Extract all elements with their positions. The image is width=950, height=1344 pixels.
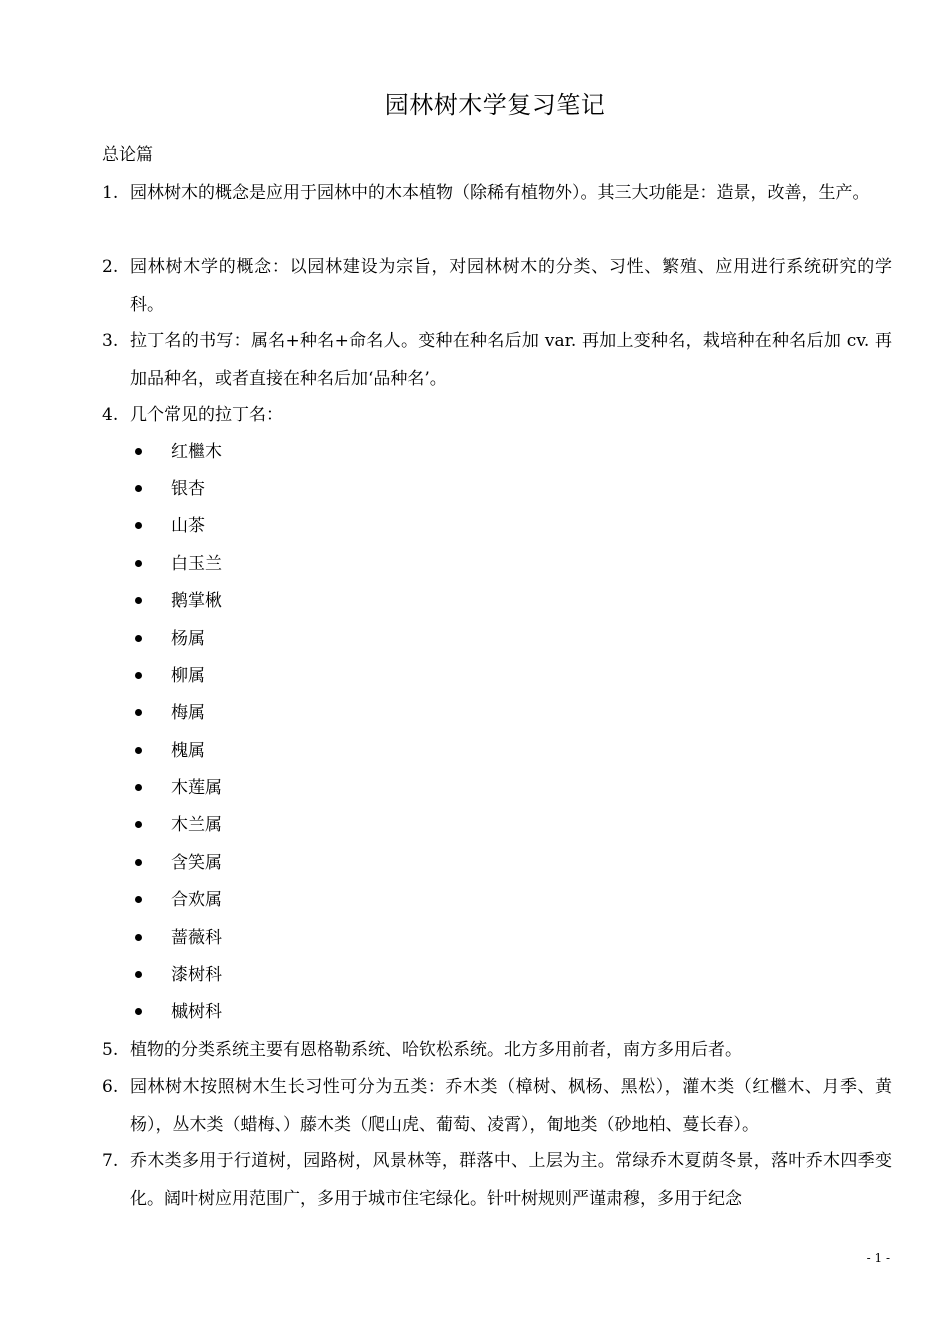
item-text: 几个常见的拉丁名：: [130, 405, 283, 425]
item-number: 1.: [102, 183, 119, 203]
item-number: 3.: [102, 331, 119, 351]
bullet-text: 梅属: [171, 703, 205, 723]
list-item-1: [102, 175, 892, 213]
bullet-text: 漆树科: [171, 965, 222, 985]
list-item-2: [102, 249, 892, 324]
bullet-dot-icon: [135, 784, 142, 791]
bullet-dot-icon: [135, 448, 142, 455]
bullet-dot-icon: [135, 821, 142, 828]
bullet-text: 山茶: [171, 516, 205, 536]
item-text: 园林树木学的概念：以园林建设为宗旨，对园林树木的分类、习性、繁殖、应用进行系统研究的学科。: [130, 257, 892, 315]
bullet-dot-icon: [135, 485, 142, 492]
bullet-dot-icon: [135, 560, 142, 567]
list-item-5: [102, 1032, 892, 1070]
bullet-text: 银杏: [171, 479, 205, 499]
bullet-text: 含笑属: [171, 853, 222, 873]
item-number: 7.: [102, 1151, 119, 1171]
bullet-dot-icon: [135, 1008, 142, 1015]
bullet-dot-icon: [135, 859, 142, 866]
bullet-text: 杨属: [171, 629, 205, 649]
item-number: 6.: [102, 1077, 119, 1097]
list-item-6: [102, 1069, 892, 1144]
bullet-dot-icon: [135, 747, 142, 754]
section-heading: 总论篇: [102, 145, 153, 165]
item-number: 4.: [102, 405, 119, 425]
bullet-text: 红檵木: [171, 442, 222, 462]
list-item-3: [102, 323, 892, 398]
item-text: 园林树木按照树木生长习性可分为五类：乔木类（樟树、枫杨、黑松），灌木类（红檵木、月季、黄杨），丛木类（蜡梅、）藤木类（爬山虎、葡萄、凌霄），匍地类（砂地柏、蔓长春）。: [130, 1077, 892, 1135]
list-item-7: [102, 1143, 892, 1218]
item-number: 5.: [102, 1040, 119, 1060]
bullet-dot-icon: [135, 971, 142, 978]
bullet-dot-icon: [135, 896, 142, 903]
bullet-dot-icon: [135, 709, 142, 716]
bullet-dot-icon: [135, 597, 142, 604]
bullet-text: 合欢属: [171, 890, 222, 910]
bullet-dot-icon: [135, 635, 142, 642]
item-number: 2.: [102, 257, 119, 277]
item-text: 园林树木的概念是应用于园林中的木本植物（除稀有植物外）。其三大功能是：造景，改善，生产。: [130, 183, 870, 203]
bullet-text: 柳属: [171, 666, 205, 686]
bullet-dot-icon: [135, 934, 142, 941]
bullet-text: 槭树科: [171, 1002, 222, 1022]
page-number: - 1 -: [866, 1251, 890, 1265]
bullet-text: 鹅掌楸: [171, 591, 222, 611]
bullet-text: 木莲属: [171, 778, 222, 798]
bullet-text: 槐属: [171, 741, 205, 761]
bullet-dot-icon: [135, 672, 142, 679]
bullet-text: 蔷薇科: [171, 928, 222, 948]
page-title: 园林树木学复习笔记: [384, 91, 606, 119]
item-text: 乔木类多用于行道树，园路树，风景林等，群落中、上层为主。常绿乔木夏荫冬景，落叶乔木四季变化。阔叶树应用范围广，多用于城市住宅绿化。针叶树规则严谨肃穆，多用于纪念: [130, 1151, 892, 1209]
list-item-4: [102, 397, 892, 435]
bullet-text: 木兰属: [171, 815, 222, 835]
bullet-text: 白玉兰: [171, 554, 222, 574]
bullet-dot-icon: [135, 522, 142, 529]
item-text: 植物的分类系统主要有恩格勒系统、哈钦松系统。北方多用前者，南方多用后者。: [130, 1040, 742, 1060]
item-text: 拉丁名的书写：属名+种名+命名人。变种在种名后加 var. 再加上变种名，栽培种在种名后加 cv. 再加品种名，或者直接在种名后加‘品种名’。: [130, 331, 892, 389]
